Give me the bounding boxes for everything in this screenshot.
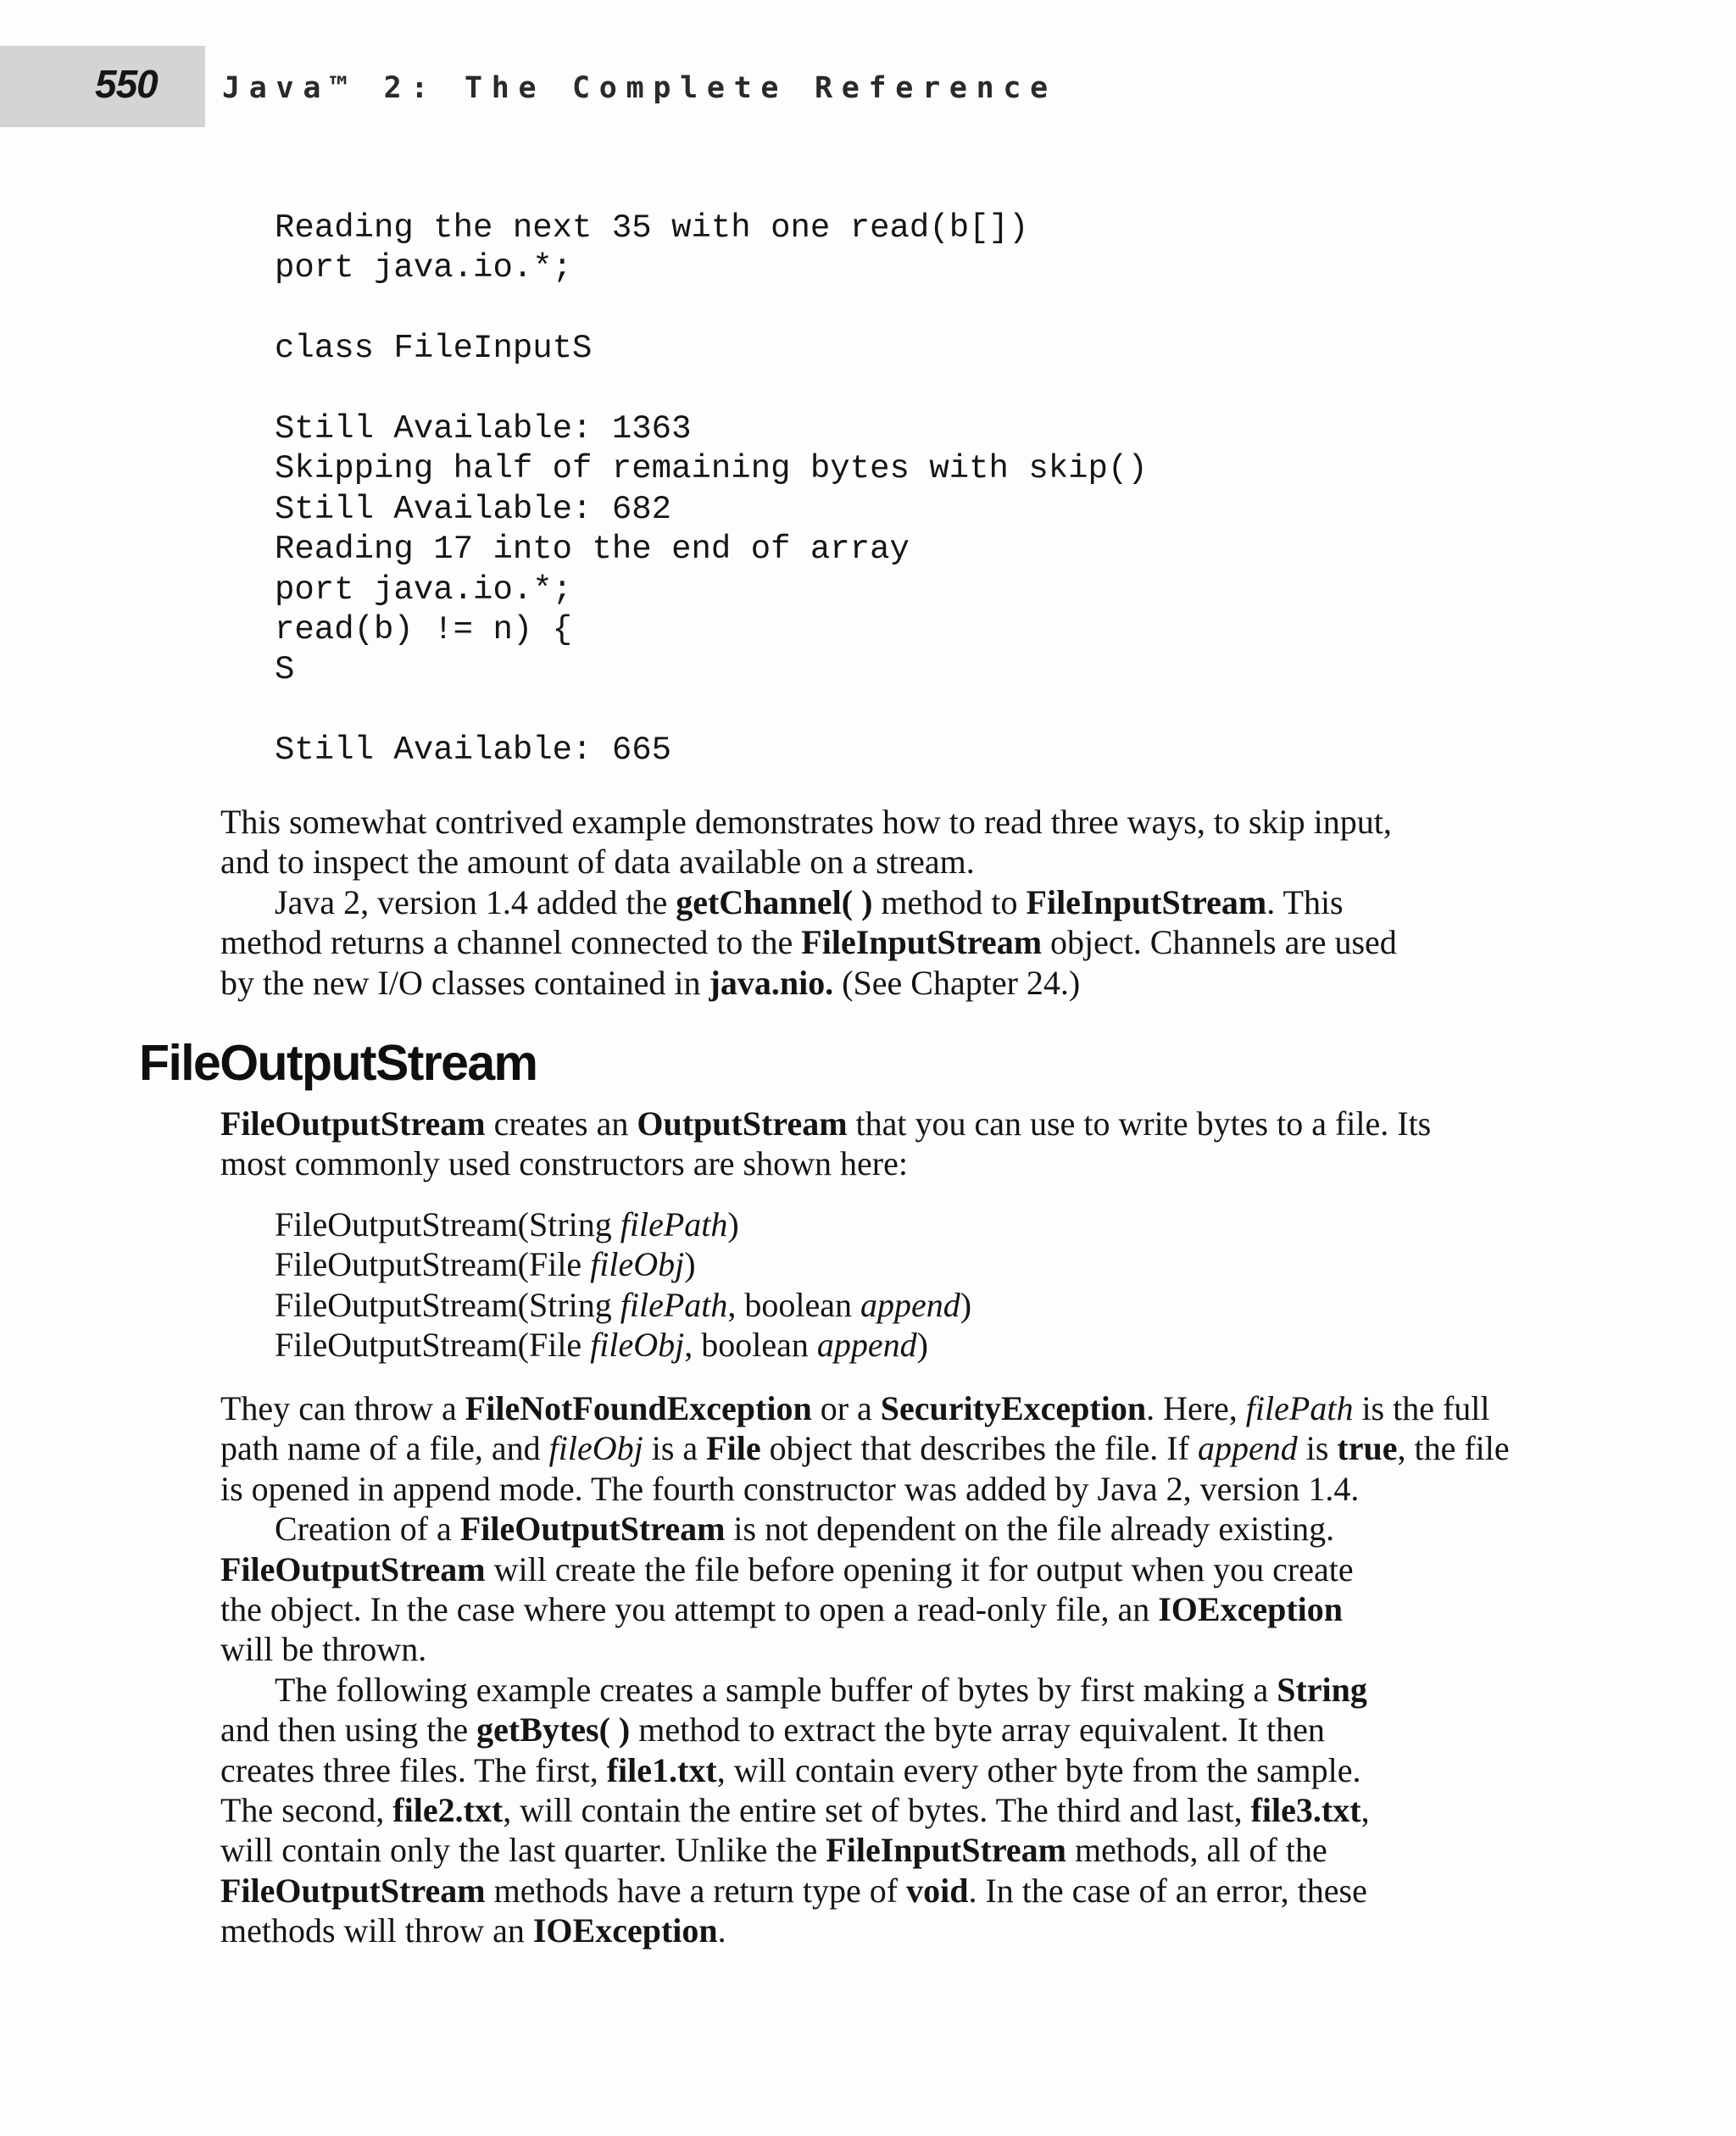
section-body bbox=[220, 1388, 1526, 1951]
code-line: class FileInputS bbox=[275, 330, 593, 368]
paragraph-exceptions bbox=[220, 1388, 1526, 1509]
constructor-signature bbox=[275, 1244, 971, 1284]
constructor-signature bbox=[275, 1325, 971, 1365]
file-name: file3.txt bbox=[1250, 1791, 1361, 1830]
class-name: File bbox=[706, 1429, 761, 1468]
text-span: is a bbox=[643, 1429, 707, 1468]
class-name: FileOutputStream bbox=[459, 1510, 726, 1549]
text-span: , will contain the entire set of bytes. The third and last, bbox=[503, 1791, 1251, 1830]
class-name: FileOutputStream bbox=[220, 1104, 486, 1143]
text-line bbox=[220, 1750, 1526, 1790]
code-line: port java.io.*; bbox=[275, 249, 573, 287]
text-line: is opened in append mode. The fourth constructor was added by Java 2, version 1.4. bbox=[220, 1469, 1360, 1508]
text-span: that you can use to write bytes to a file. Its bbox=[847, 1104, 1432, 1143]
text-span: FileOutputStream(File bbox=[275, 1245, 591, 1284]
class-name: SecurityException bbox=[880, 1389, 1147, 1427]
text-span: the object. In the case where you attempt to open a read-only file, an bbox=[220, 1590, 1159, 1629]
paragraph-contrived-example bbox=[220, 802, 1526, 882]
text-line: and to inspect the amount of data available on a stream. bbox=[220, 843, 975, 882]
text-span: object that describes the file. If bbox=[760, 1429, 1198, 1468]
text-line bbox=[220, 1710, 1526, 1749]
text-line bbox=[220, 1871, 1526, 1911]
text-line: This somewhat contrived example demonstrates how to read three ways, to skip input, bbox=[220, 803, 1392, 841]
text-span: . In the case of an error, these bbox=[968, 1871, 1367, 1910]
text-span: Creation of a bbox=[275, 1510, 460, 1549]
text-span: methods, all of the bbox=[1066, 1831, 1327, 1870]
text-span: path name of a file, and bbox=[220, 1429, 549, 1468]
constructor-signature bbox=[275, 1204, 971, 1244]
text-span: is not dependent on the file already existing. bbox=[725, 1510, 1335, 1549]
text-span: FileOutputStream(String bbox=[275, 1205, 620, 1243]
code-line: S bbox=[275, 651, 295, 689]
text-span: creates an bbox=[485, 1104, 637, 1143]
text-line bbox=[220, 963, 1526, 1003]
code-line: Still Available: 665 bbox=[275, 731, 672, 770]
page-number: 550 bbox=[95, 62, 158, 106]
text-span: FileOutputStream(File bbox=[275, 1326, 591, 1365]
text-span: method returns a channel connected to the bbox=[220, 923, 802, 962]
text-span: , boolean bbox=[684, 1326, 817, 1365]
text-span: ) bbox=[684, 1245, 696, 1284]
text-span: object. Channels are used bbox=[1042, 923, 1397, 962]
text-span: ) bbox=[727, 1205, 739, 1243]
param-name: append bbox=[816, 1326, 917, 1365]
text-span: The following example creates a sample buffer of bytes by first making a bbox=[275, 1670, 1277, 1709]
text-span: FileOutputStream(String bbox=[275, 1285, 620, 1324]
text-span: creates three files. The first, bbox=[220, 1750, 607, 1789]
text-span: or a bbox=[811, 1389, 881, 1427]
text-line bbox=[220, 1388, 1526, 1428]
section-heading: FileOutputStream bbox=[139, 1035, 537, 1091]
param-name: filePath bbox=[1245, 1389, 1354, 1427]
text-span: . Here, bbox=[1146, 1389, 1246, 1427]
code-line: Still Available: 1363 bbox=[275, 409, 692, 448]
code-line: port java.io.*; bbox=[275, 570, 573, 609]
code-line bbox=[275, 289, 1148, 329]
keyword: true bbox=[1337, 1429, 1398, 1468]
param-name: filePath bbox=[620, 1285, 728, 1324]
text-span: The second, bbox=[220, 1791, 393, 1830]
text-span: methods have a return type of bbox=[485, 1871, 907, 1910]
class-name: OutputStream bbox=[637, 1104, 848, 1143]
code-line bbox=[275, 370, 1148, 409]
keyword: void bbox=[906, 1871, 969, 1910]
file-name: file2.txt bbox=[392, 1791, 504, 1830]
code-line: Reading the next 35 with one read(b[]) bbox=[275, 209, 1029, 247]
file-name: file1.txt bbox=[606, 1750, 717, 1789]
text-line bbox=[220, 1830, 1526, 1870]
class-name: FileNotFoundException bbox=[465, 1389, 812, 1427]
text-span: , bbox=[1360, 1791, 1370, 1830]
param-name: filePath bbox=[620, 1205, 728, 1243]
text-span: by the new I/O classes contained in bbox=[220, 963, 709, 1002]
class-name: IOException bbox=[532, 1911, 718, 1950]
class-name: FileOutputStream bbox=[220, 1871, 486, 1910]
code-output-block bbox=[275, 209, 1148, 770]
class-name: IOException bbox=[1158, 1590, 1344, 1629]
text-span: is bbox=[1297, 1429, 1338, 1468]
text-span: . This bbox=[1266, 882, 1344, 921]
text-line bbox=[220, 922, 1526, 962]
method-name: getBytes( ) bbox=[476, 1710, 631, 1749]
text-span: , the file bbox=[1397, 1429, 1510, 1468]
paragraph-creation bbox=[220, 1509, 1526, 1670]
text-span: methods will throw an bbox=[220, 1911, 533, 1950]
text-line: will be thrown. bbox=[220, 1630, 427, 1669]
text-span: ) bbox=[916, 1326, 928, 1365]
class-name: FileInputStream bbox=[826, 1831, 1066, 1870]
paragraph-get-channel bbox=[220, 882, 1526, 1003]
text-span: ) bbox=[960, 1285, 972, 1324]
param-name: fileObj bbox=[590, 1326, 685, 1365]
paragraph-example bbox=[220, 1670, 1526, 1951]
param-name: append bbox=[1197, 1429, 1298, 1468]
code-line: Still Available: 682 bbox=[275, 490, 672, 528]
intro-text bbox=[220, 802, 1526, 1003]
code-line: Skipping half of remaining bytes with skip() bbox=[275, 450, 1148, 488]
text-line bbox=[220, 1790, 1526, 1830]
text-span: They can throw a bbox=[220, 1389, 465, 1427]
text-line bbox=[220, 1549, 1526, 1589]
text-line bbox=[220, 1589, 1526, 1629]
code-line: read(b) != n) { bbox=[275, 610, 573, 648]
constructor-signature bbox=[275, 1285, 971, 1325]
class-name: FileInputStream bbox=[1026, 882, 1267, 921]
text-line bbox=[220, 1509, 1526, 1549]
class-name: String bbox=[1277, 1670, 1367, 1709]
text-span: , boolean bbox=[727, 1285, 861, 1324]
section-intro bbox=[220, 1104, 1526, 1184]
text-line bbox=[220, 1911, 1526, 1950]
running-title: Java™ 2: The Complete Reference bbox=[222, 71, 1057, 105]
text-span: method to extract the byte array equivalent. It then bbox=[630, 1710, 1325, 1749]
text-span: (See Chapter 24.) bbox=[833, 963, 1081, 1002]
text-span: , will contain every other byte from the sample. bbox=[716, 1750, 1361, 1789]
method-name: getChannel( ) bbox=[676, 882, 873, 921]
text-span: and then using the bbox=[220, 1710, 477, 1749]
text-line bbox=[220, 1670, 1526, 1710]
code-line bbox=[275, 691, 1148, 731]
text-span: is the full bbox=[1353, 1389, 1490, 1427]
class-name: FileInputStream bbox=[801, 923, 1043, 962]
param-name: fileObj bbox=[590, 1245, 685, 1284]
text-span: will create the file before opening it for output when you create bbox=[485, 1549, 1354, 1588]
text-span: method to bbox=[872, 882, 1027, 921]
constructor-list bbox=[275, 1204, 971, 1366]
text-line bbox=[220, 882, 1526, 922]
param-name: append bbox=[860, 1285, 960, 1324]
text-line bbox=[220, 1104, 1526, 1143]
code-line: Reading 17 into the end of array bbox=[275, 531, 910, 569]
package-name: java.nio. bbox=[709, 963, 834, 1002]
text-span: . bbox=[717, 1911, 726, 1950]
text-span: will contain only the last quarter. Unlike the bbox=[220, 1831, 826, 1870]
text-line: most commonly used constructors are shown here: bbox=[220, 1144, 908, 1183]
text-span: Java 2, version 1.4 added the bbox=[275, 882, 676, 921]
class-name: FileOutputStream bbox=[220, 1549, 486, 1588]
text-line bbox=[220, 1428, 1526, 1468]
param-name: fileObj bbox=[548, 1429, 643, 1468]
